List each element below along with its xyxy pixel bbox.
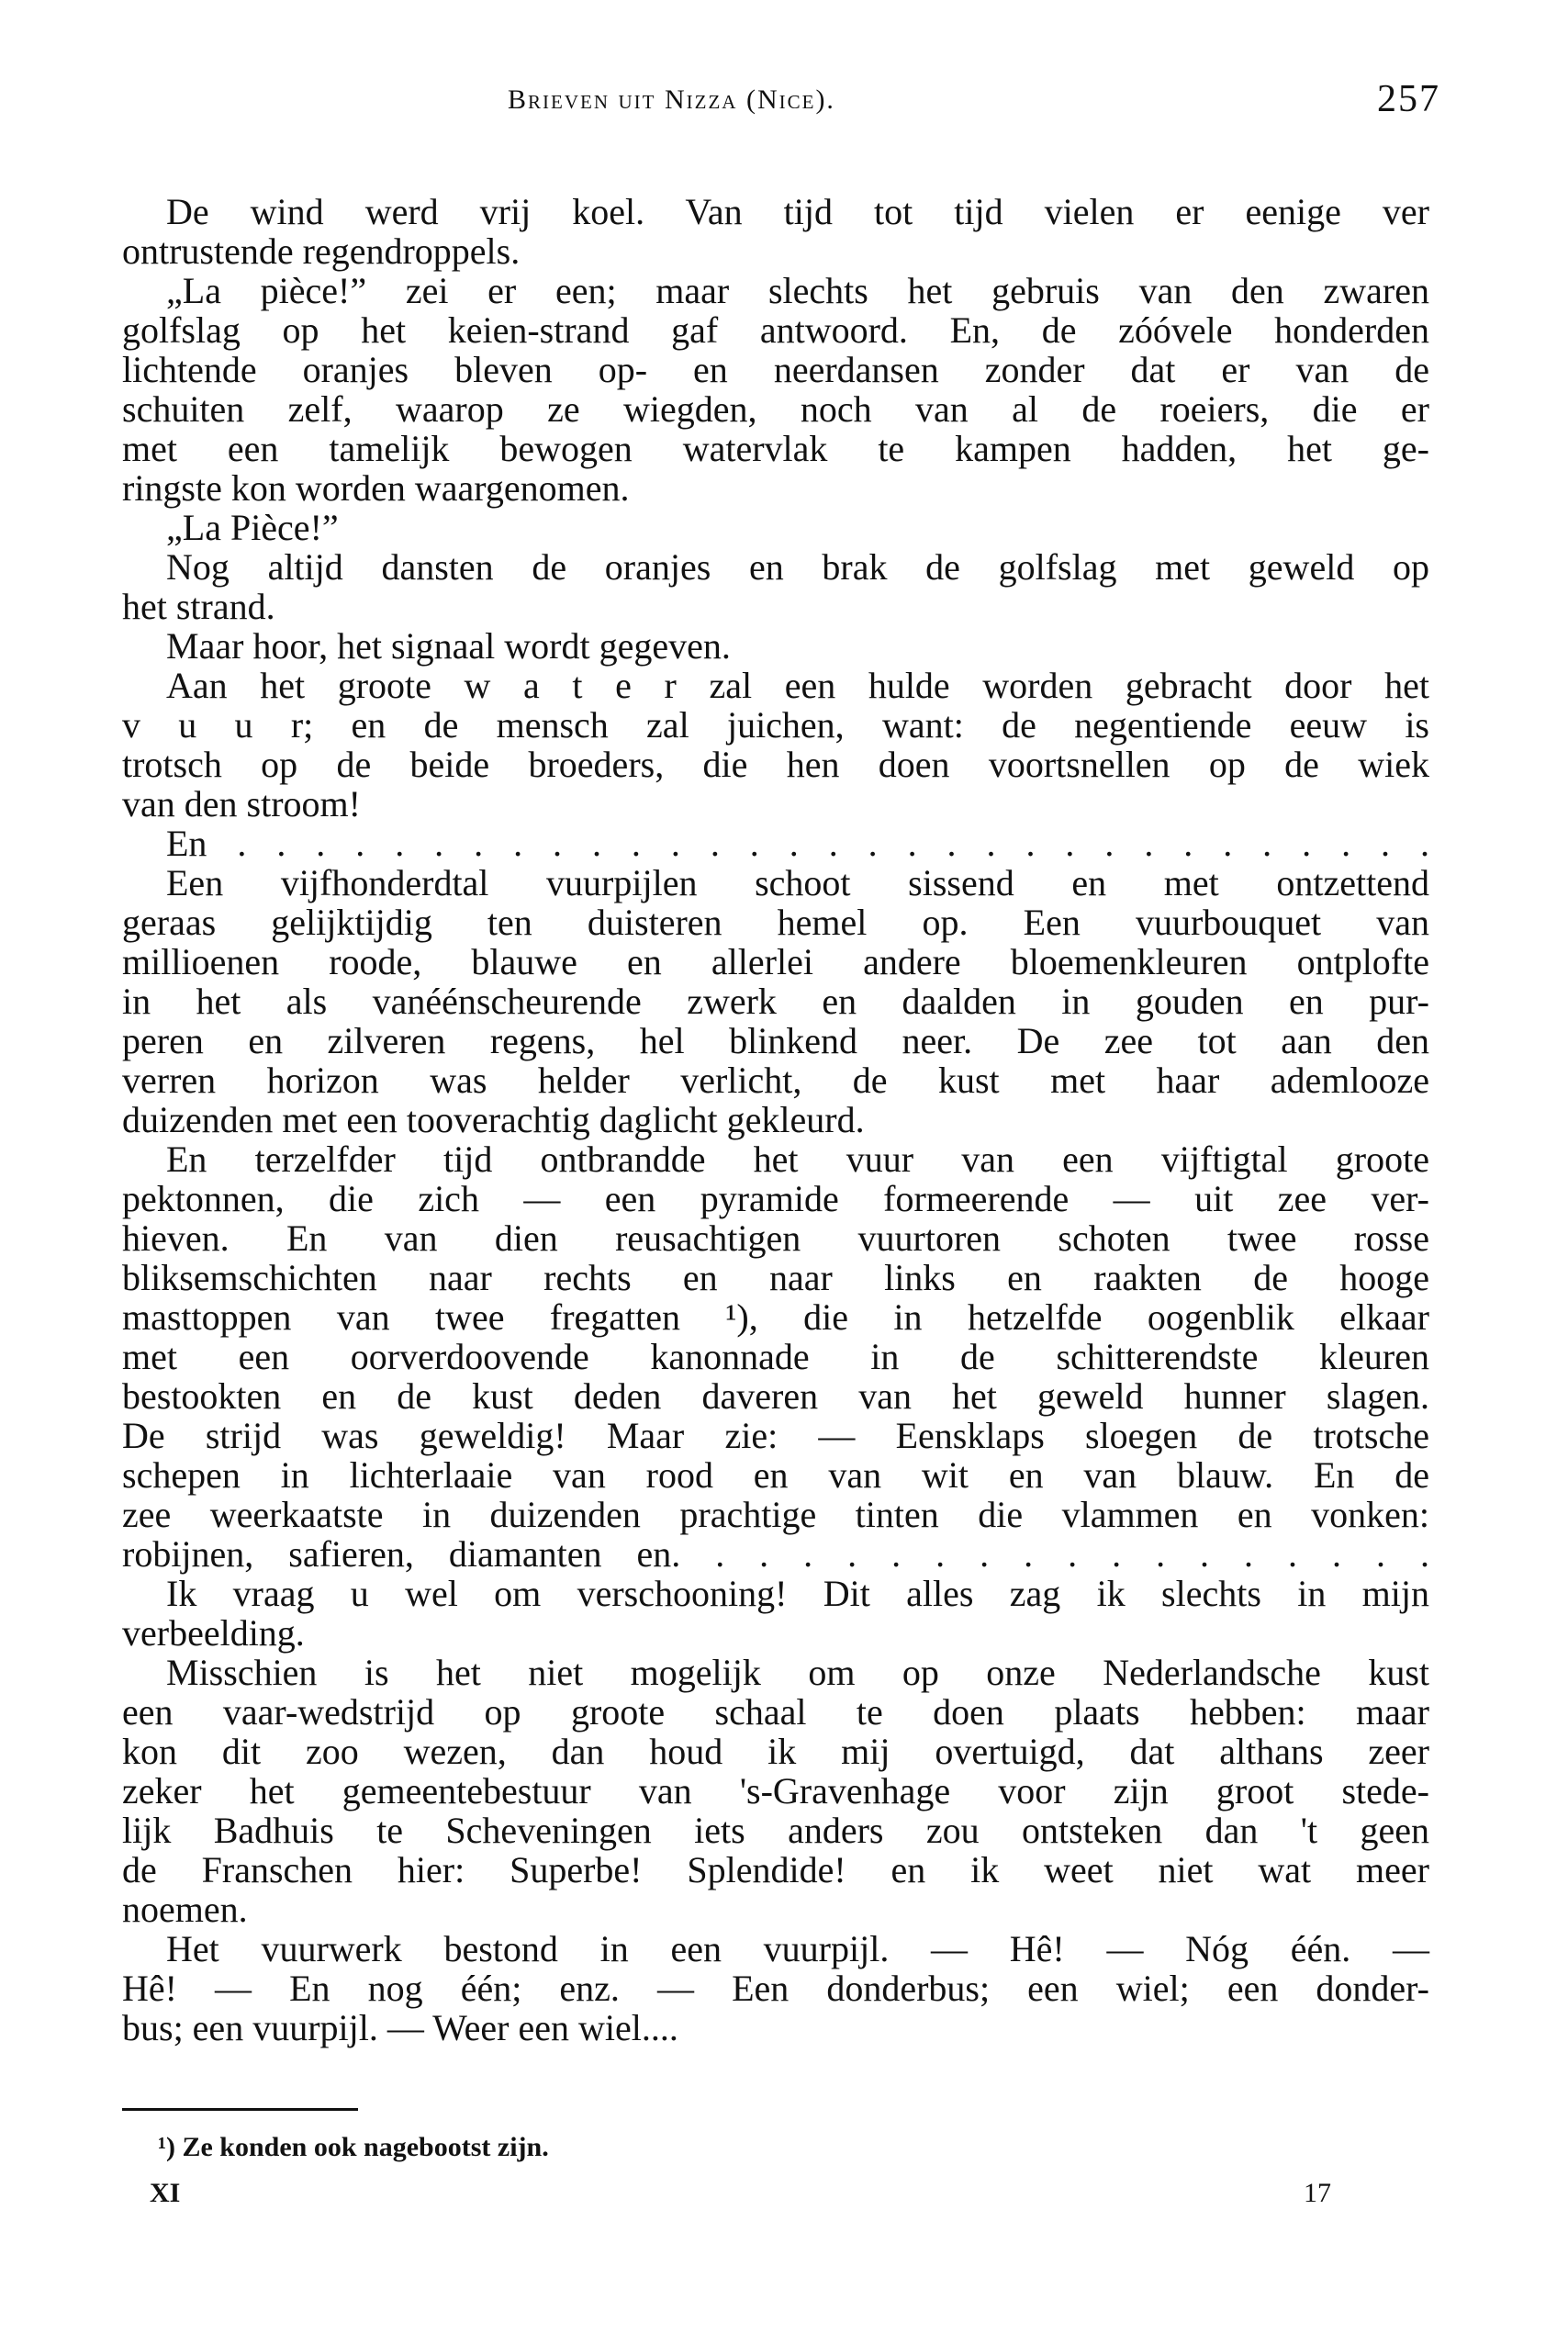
text-line: hieven. En van dien reusachtigen vuurtoren schoten twee rosse <box>122 1217 1429 1259</box>
text-line: robijnen, safieren, diamanten en. . . . . . . . . . . . . . . . . . <box>122 1533 1429 1575</box>
text-line: masttoppen van twee fregatten ¹), die in hetzelfde oogenblik elkaar <box>122 1296 1429 1338</box>
text-line: En terzelfder tijd ontbrandde het vuur van een vijftigtal groote <box>166 1138 1429 1180</box>
text-line: lichtende oranjes bleven op- en neerdansen zonder dat er van de <box>122 349 1429 390</box>
text-line: De wind werd vrij koel. Van tijd tot tijd vielen er eenige ver <box>166 191 1429 232</box>
text-line: Ik vraag u wel om verschooning! Dit alles zag ik slechts in mijn <box>166 1573 1429 1614</box>
text-line: ontrustende regendroppels. <box>122 230 521 272</box>
text-line: golfslag op het keien-strand gaf antwoord. En, de zóóvele honderden <box>122 309 1429 351</box>
text-line: Hê! — En nog één; enz. — Een donderbus; een wiel; een donder- <box>122 1968 1429 2009</box>
text-line: verren horizon was helder verlicht, de kust met haar ademlooze <box>122 1060 1429 1101</box>
text-line: verbeelding. <box>122 1612 305 1654</box>
text-line: een vaar-wedstrijd op groote schaal te doen plaats hebben: maar <box>122 1691 1429 1733</box>
text-line: bliksemschichten naar rechts en naar links en raakten de hooge <box>122 1257 1429 1298</box>
text-line: geraas gelijktijdig ten duisteren hemel op. Een vuurbouquet van <box>122 902 1429 943</box>
text-line: het strand. <box>122 586 275 627</box>
text-line: De strijd was geweldig! Maar zie: — Eensklaps sloegen de trotsche <box>122 1415 1429 1456</box>
text-line: lijk Badhuis te Scheveningen iets anders zou ontsteken dan 't geen <box>122 1810 1429 1851</box>
text-line: schepen in lichterlaaie van rood en van wit en van blauw. En de <box>122 1454 1429 1496</box>
text-line: Misschien is het niet mogelijk om op onze Nederlandsche kust <box>166 1652 1429 1693</box>
text-line: Aan het groote w a t e r zal een hulde worden gebracht door het <box>166 665 1429 706</box>
text-line: trotsch op de beide broeders, die hen doen voortsnellen op de wiek <box>122 744 1429 785</box>
text-line: duizenden met een tooverachtig daglicht gekleurd. <box>122 1099 865 1140</box>
footnote-divider <box>122 2108 358 2111</box>
text-line: in het als vanéénscheurende zwerk en daalden in gouden en pur- <box>122 981 1429 1022</box>
text-line: Het vuurwerk bestond in een vuurpijl. — Hê! — Nóg één. — <box>166 1928 1429 1969</box>
running-title: Brieven uit Nizza (Nice). <box>508 84 835 115</box>
text-line: „La Pièce!” <box>166 507 339 548</box>
text-line: En . . . . . . . . . . . . . . . . . . . . . . . . . . . . . . . <box>166 823 1429 864</box>
text-line: bestookten en de kust deden daveren van het geweld hunner slagen. <box>122 1375 1429 1417</box>
text-line: met een tamelijk bewogen watervlak te kampen hadden, het ge- <box>122 428 1429 469</box>
text-line: ringste kon worden waargenomen. <box>122 467 630 509</box>
text-line: schuiten zelf, waarop ze wiegden, noch van al de roeiers, die er <box>122 388 1429 430</box>
text-line: zee weerkaatste in duizenden prachtige tinten die vlammen en vonken: <box>122 1494 1429 1535</box>
text-line: van den stroom! <box>122 783 361 824</box>
text-line: bus; een vuurpijl. — Weer een wiel.... <box>122 2007 678 2048</box>
text-line: de Franschen hier: Superbe! Splendide! en ik weet niet wat meer <box>122 1849 1429 1890</box>
text-line: peren en zilveren regens, hel blinkend neer. De zee tot aan den <box>122 1020 1429 1061</box>
text-line: noemen. <box>122 1889 248 1930</box>
signature-mark: XI <box>150 2178 181 2208</box>
text-line: kon dit zoo wezen, dan houd ik mij overtuigd, dat althans zeer <box>122 1731 1429 1772</box>
footnote: ¹) Ze konden ook nagebootst zijn. <box>158 2132 549 2162</box>
text-line: Nog altijd dansten de oranjes en brak de golfslag met geweld op <box>166 546 1429 588</box>
text-line: Een vijfhonderdtal vuurpijlen schoot sissend en met ontzettend <box>166 862 1429 903</box>
text-line: Maar hoor, het signaal wordt gegeven. <box>166 625 731 667</box>
text-line: pektonnen, die zich — een pyramide formeerende — uit zee ver- <box>122 1178 1429 1219</box>
text-line: zeker het gemeentebestuur van 's-Gravenhage voor zijn groot stede- <box>122 1770 1429 1811</box>
text-line: millioenen roode, blauwe en allerlei andere bloemenkleuren ontplofte <box>122 941 1429 982</box>
signature-number: 17 <box>1304 2178 1331 2208</box>
page-number: 257 <box>1377 78 1440 120</box>
text-line: „La pièce!” zei er een; maar slechts het gebruis van den zwaren <box>166 270 1429 311</box>
text-line: v u u r; en de mensch zal juichen, want: de negentiende eeuw is <box>122 704 1429 746</box>
text-line: met een oorverdoovende kanonnade in de schitterendste kleuren <box>122 1336 1429 1377</box>
